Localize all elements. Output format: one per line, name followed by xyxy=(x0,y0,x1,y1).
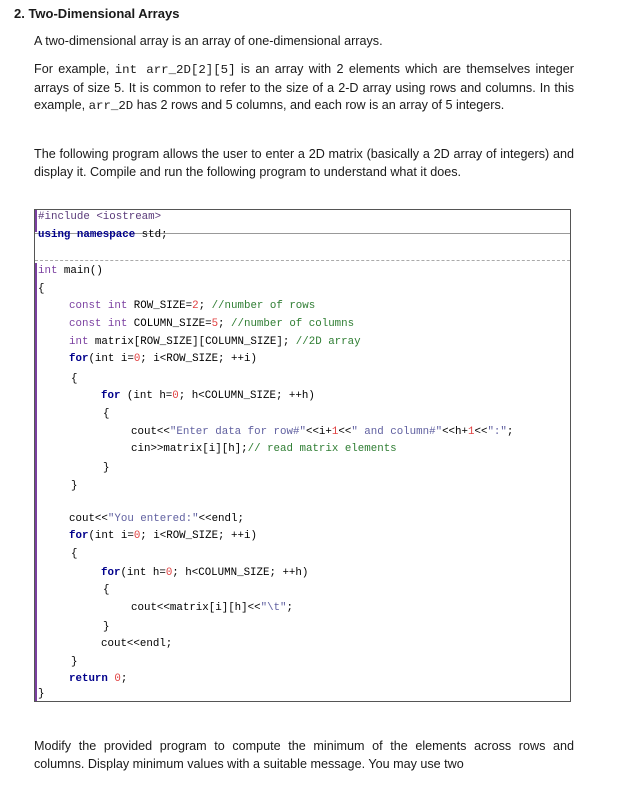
code-text: <<h+ xyxy=(442,426,468,438)
code-line xyxy=(71,548,77,561)
example-text-c: has 2 rows and 5 columns, and each row is an array of 5 integers. xyxy=(133,98,505,112)
code-line xyxy=(103,621,109,634)
code-line xyxy=(131,602,293,615)
code-text: <<endl; xyxy=(198,513,244,525)
code-keyword: for xyxy=(69,530,89,542)
code-line xyxy=(69,530,257,543)
code-number: 0 xyxy=(133,353,141,365)
code-brace: } xyxy=(38,688,45,700)
code-number: 2 xyxy=(192,300,199,312)
code-line xyxy=(71,656,77,669)
code-number: 1 xyxy=(331,426,339,438)
code-text: cin>>matrix[i][h]; xyxy=(131,443,248,455)
code-line-using xyxy=(38,229,168,242)
code-line xyxy=(69,336,361,349)
code-brace: } xyxy=(71,480,78,492)
code-text: ; i<ROW_SIZE; ++i) xyxy=(140,353,257,365)
code-keyword: return xyxy=(69,673,108,685)
code-number: 5 xyxy=(211,318,219,330)
code-line xyxy=(69,318,354,331)
example-text-a: For example, xyxy=(34,62,115,76)
code-text: main() xyxy=(57,265,103,277)
code-line-close-main xyxy=(38,688,44,701)
code-keyword: for xyxy=(69,353,89,365)
code-text: (int i= xyxy=(88,353,134,365)
code-keyword: for xyxy=(101,567,121,579)
code-text: ; xyxy=(286,602,293,614)
code-text: ; xyxy=(198,300,212,312)
code-text: matrix[ROW_SIZE][COLUMN_SIZE]; xyxy=(88,336,296,348)
code-number: 0 xyxy=(133,530,141,542)
code-line xyxy=(103,462,109,475)
code-text: (int i= xyxy=(88,530,134,542)
code-number: 0 xyxy=(114,673,121,685)
example-paragraph xyxy=(34,61,574,116)
code-text: ; xyxy=(218,318,232,330)
code-brace: } xyxy=(71,656,78,668)
code-string: "Enter data for row#" xyxy=(169,426,306,438)
code-text: std; xyxy=(135,229,168,241)
code-line xyxy=(103,584,109,597)
code-keyword: for xyxy=(101,390,121,402)
code-line xyxy=(103,408,109,421)
code-line xyxy=(131,443,397,456)
code-line xyxy=(101,567,308,580)
code-comment: //2D array xyxy=(295,336,361,348)
code-text: ; i<ROW_SIZE; ++i) xyxy=(140,530,257,542)
code-text: ROW_SIZE= xyxy=(127,300,193,312)
code-brace: { xyxy=(103,408,110,420)
code-keyword: using namespace xyxy=(38,229,136,241)
inline-code-declaration: int arr_2D[2][5] xyxy=(114,63,236,77)
code-keyword: const int xyxy=(69,300,128,312)
program-description-paragraph: The following program allows the user to enter a 2D matrix (basically a 2D array of integers) and display it. Compile and run the following program to understand what it does. xyxy=(34,147,574,179)
code-string: " and column#" xyxy=(351,426,443,438)
code-text: cout<< xyxy=(69,513,108,525)
code-string: "You entered:" xyxy=(107,513,199,525)
code-text: ; xyxy=(506,426,514,438)
code-brace: { xyxy=(38,283,45,295)
code-brace: } xyxy=(103,621,110,633)
code-line xyxy=(69,300,315,313)
code-text: cout<< xyxy=(131,426,170,438)
code-text: ; h<COLUMN_SIZE; ++h) xyxy=(172,567,309,579)
code-brace: { xyxy=(103,584,110,596)
code-text: COLUMN_SIZE= xyxy=(127,318,212,330)
preprocessor-directive: #include <iostream> xyxy=(38,211,162,223)
code-line xyxy=(101,638,172,651)
code-line xyxy=(71,480,77,493)
code-line-main xyxy=(38,265,103,278)
code-text: ; xyxy=(120,673,128,685)
code-block xyxy=(34,209,571,702)
code-brace: { xyxy=(71,548,78,560)
code-string: "\t" xyxy=(260,602,287,614)
section-heading: 2. Two-Dimensional Arrays xyxy=(14,6,180,21)
code-keyword: const int xyxy=(69,318,128,330)
inline-code-array-name: arr_2D xyxy=(88,99,134,113)
code-line xyxy=(71,373,77,386)
code-text: << xyxy=(474,426,488,438)
code-brace: { xyxy=(71,373,78,385)
code-text: (int h= xyxy=(120,567,166,579)
example-text-b: is an array with 2 elements which are themselves integer arrays of size 5. It is common to refer to the size of a 2-D array using rows and columns. In this example, xyxy=(34,62,574,112)
code-divider-dashed xyxy=(35,260,570,261)
code-number: 0 xyxy=(165,567,173,579)
code-line-open-main xyxy=(38,283,44,296)
code-text: cout<<matrix[i][h]<< xyxy=(131,602,261,614)
fold-marker-main xyxy=(35,263,41,701)
code-line xyxy=(69,353,257,366)
code-text: (int h= xyxy=(120,390,173,402)
code-keyword: int xyxy=(69,336,89,348)
code-comment: //number of columns xyxy=(231,318,355,330)
code-line xyxy=(69,513,244,526)
code-text: cout<<endl; xyxy=(101,638,173,650)
code-number: 0 xyxy=(172,390,179,402)
code-type: int xyxy=(38,265,58,277)
code-line-include xyxy=(38,211,161,224)
code-comment: //number of rows xyxy=(211,300,316,312)
task-paragraph: Modify the provided program to compute the minimum of the elements across rows and columns. Display minimum values with a suitable message. You may use two xyxy=(34,739,574,771)
code-line xyxy=(131,426,513,439)
code-number: 1 xyxy=(467,426,475,438)
code-line xyxy=(69,673,127,686)
code-line xyxy=(101,390,315,403)
code-text: << xyxy=(338,426,352,438)
code-string: ":" xyxy=(487,426,507,438)
code-text: ; h<COLUMN_SIZE; ++h) xyxy=(178,390,315,402)
code-comment: // read matrix elements xyxy=(247,443,397,455)
intro-paragraph: A two-dimensional array is an array of one-dimensional arrays. xyxy=(34,34,383,48)
code-text: <<i+ xyxy=(305,426,332,438)
code-brace: } xyxy=(103,462,110,474)
